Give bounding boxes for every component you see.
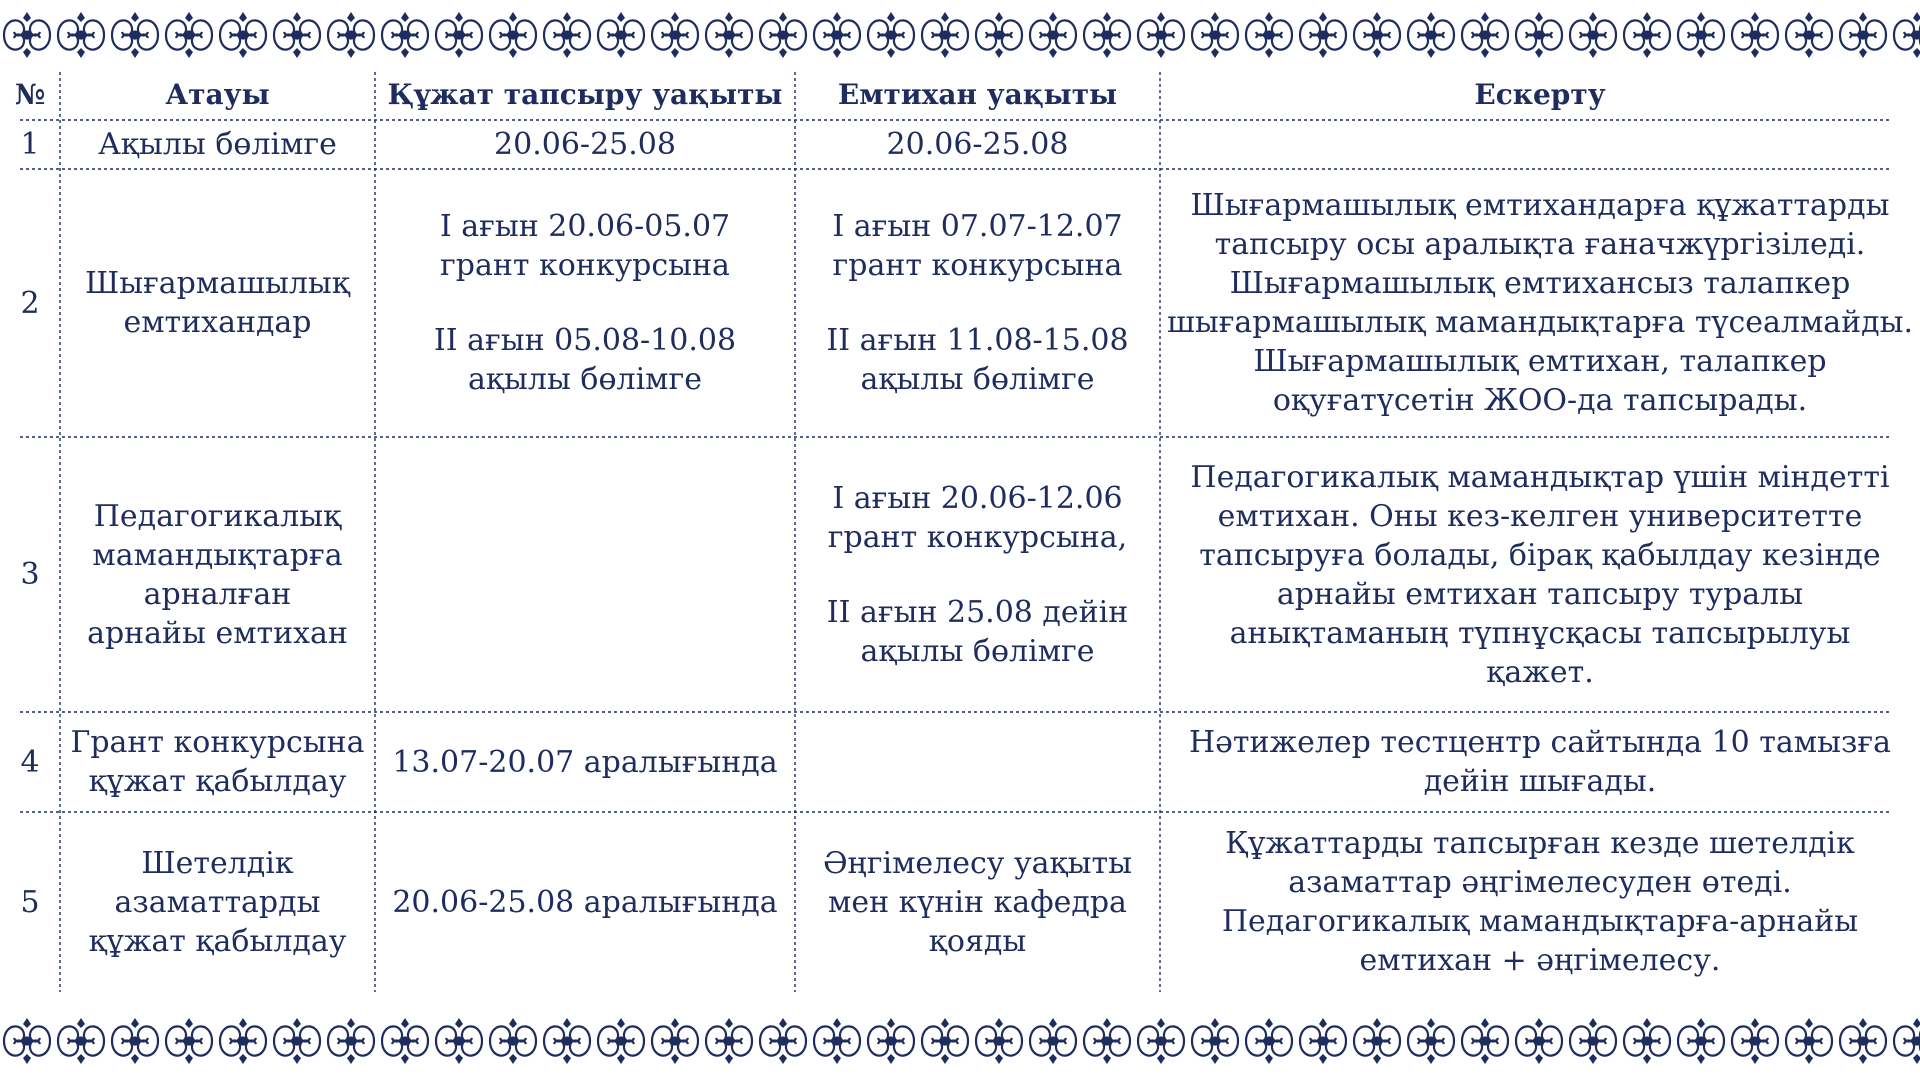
ornament-pattern — [0, 1012, 1920, 1070]
header-note: Ескерту — [1474, 77, 1606, 111]
table-cell-docs — [375, 712, 795, 812]
table-cell-num — [0, 169, 60, 437]
row-number: 5 — [20, 884, 40, 920]
header-number: № — [14, 77, 46, 111]
cell-text: Грант конкурсына құжат қабылдау — [70, 725, 365, 799]
table-cell-docs — [375, 120, 795, 169]
cell-text: І ағын 07.07-12.07 грант конкурсына — [832, 209, 1123, 283]
cell-text: Құжаттарды тапсырған кезде шетелдік азаматтар әңгімелесуден өтеді. Педагогикалық мамандықтарға-арнайы емтихан + әңгімелесу. — [1221, 826, 1859, 978]
cell-text: Нәтижелер тестцентр сайтында 10 тамызға дейін шығады. — [1189, 725, 1891, 799]
row-number: 4 — [20, 744, 40, 780]
cell-text: 20.06-25.08 аралығында — [392, 884, 778, 920]
cell-text: 13.07-20.07 аралығында — [392, 744, 778, 780]
table-cell-note — [1160, 812, 1920, 992]
cell-text: І ағын 20.06-05.07 грант конкурсына — [439, 209, 731, 283]
cell-text: Педагогикалық мамандықтар үшін міндетті емтихан. Оны кез-келген университетте тапсыруға болады, бірақ қабылдау кезінде арнайы емтихан тапсыру туралы анықтаманың түпнұсқасы тапсырылуы қажет. — [1190, 459, 1890, 690]
top-ornament-border — [0, 6, 1920, 64]
table-cell-exam — [795, 169, 1160, 437]
table-cell-note — [1160, 169, 1920, 437]
table-cell-docs — [375, 812, 795, 992]
cell-text: ІІ ағын 25.08 дейін ақылы бөлімге — [826, 594, 1129, 669]
cell-text: ІІ ағын 11.08-15.08 ақылы бөлімге — [826, 323, 1129, 397]
admission-schedule-table — [0, 72, 1920, 1002]
cell-text: Шығармашылық емтихандар — [84, 266, 350, 340]
table-cell-name — [60, 169, 375, 437]
table-cell-name — [60, 812, 375, 992]
cell-text: Шетелдік азаматтарды құжат қабылдау — [88, 845, 347, 959]
table-cell-name — [60, 120, 375, 169]
table-cell-exam — [795, 120, 1160, 169]
cell-text: Педагогикалық мамандықтарға арналған арнайы емтихан — [87, 498, 348, 651]
cell-text: І ағын 20.06-12.06 грант конкурсына, — [827, 480, 1128, 555]
table-cell-exam — [795, 437, 1160, 712]
table-cell-exam — [795, 712, 1160, 812]
cell-text: 20.06-25.08 — [886, 127, 1069, 162]
header-docs-time: Құжат тапсыру уақыты — [387, 77, 783, 111]
ornament-pattern — [0, 6, 1920, 64]
row-number: 3 — [20, 557, 40, 592]
table-cell-docs — [375, 437, 795, 712]
table-cell-docs — [375, 169, 795, 437]
cell-text: Шығармашылық емтихандарға құжаттарды тапсыру осы аралықта ғаначжүргізіледі. Шығармашылық емтихансыз талапкер шығармашылық мамандықтарға түсеалмайды. Шығармашылық емтихан, талапкер оқуғатүсетін ЖОО-да тапсырады. — [1166, 188, 1914, 418]
bottom-ornament-border — [0, 1012, 1920, 1070]
table-cell-note — [1160, 437, 1920, 712]
table-cell-num — [0, 120, 60, 169]
table-cell-name — [60, 712, 375, 812]
table-cell-exam — [795, 812, 1160, 992]
cell-text: Әңгімелесу уақыты мен күнін кафедра қояды — [822, 845, 1133, 959]
table-cell-num — [0, 437, 60, 712]
cell-text: 20.06-25.08 — [494, 127, 676, 162]
cell-text: Ақылы бөлімге — [98, 127, 337, 162]
row-number: 1 — [20, 127, 40, 162]
cell-text: ІІ ағын 05.08-10.08 ақылы бөлімге — [433, 323, 737, 397]
header-exam-time: Емтихан уақыты — [837, 77, 1118, 111]
row-number: 2 — [20, 285, 40, 321]
table-cell-note — [1160, 712, 1920, 812]
table-cell-num — [0, 812, 60, 992]
table-cell-num — [0, 712, 60, 812]
table-cell-name — [60, 437, 375, 712]
header-name: Атауы — [165, 77, 270, 111]
table-cell-note — [1160, 120, 1920, 169]
